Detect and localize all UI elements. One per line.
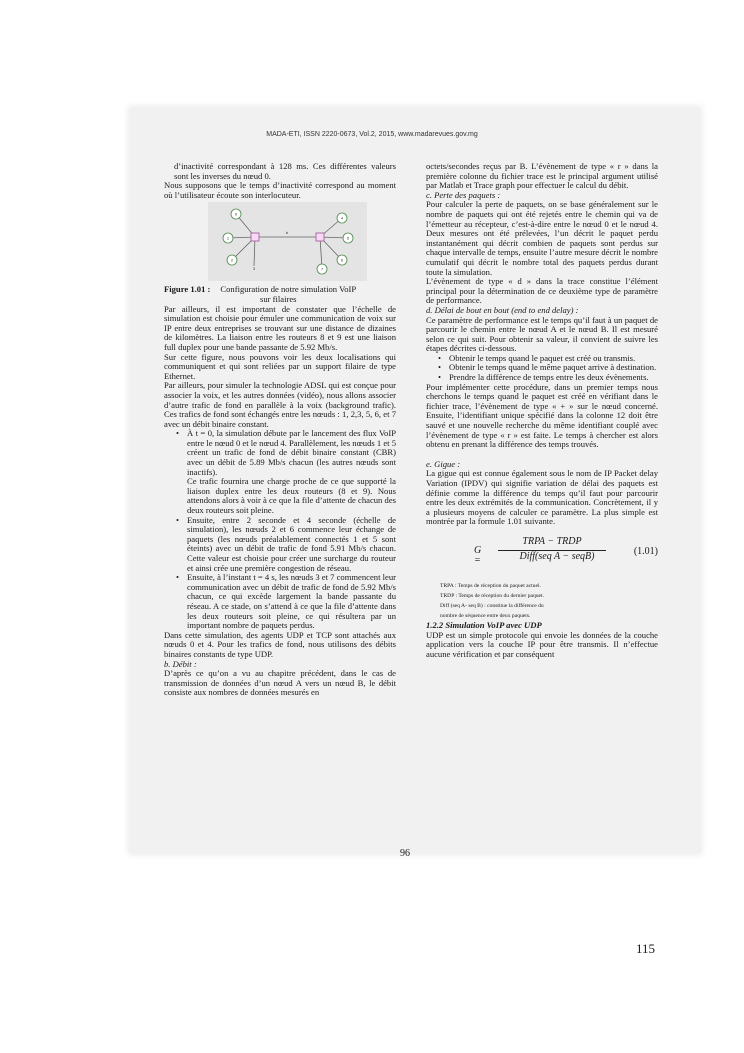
paragraph: Sur cette figure, nous pouvons voir les deux localisations qui communiquent et qui sont reliées par un support filaire de type Ethernet. (164, 351, 396, 381)
paragraph: d’inactivité correspondant à 128 ms. Ces différentes valeurs sont les inverses du nœud 0. (174, 161, 396, 181)
definition: nombre de séquence entre deux paquets. (440, 612, 531, 619)
list-item: • Obtenir le temps quand le même paquet arrive à destination. (438, 362, 657, 373)
equation-lhs: G = (474, 544, 482, 566)
router-node (316, 233, 324, 241)
subheading: e. Gigue : (426, 458, 461, 469)
paragraph: Dans cette simulation, des agents UDP et TCP sont attachés aux nœuds 0 et 4. Pour les trafics de fond, nous utilisons des débits binaires constants de type UDP. (164, 629, 396, 659)
subheading: d. Délai de bout en bout (end to end delay) : (426, 304, 579, 315)
inner-page-number: 96 (400, 848, 410, 859)
journal-header: MADA-ETI, ISSN 2220-0673, Vol.2, 2015, www.madarevues.gov.mg (266, 131, 478, 138)
equation (426, 531, 658, 581)
network-diagram (208, 202, 367, 281)
paragraph: Pour calculer la perte de paquets, on se base généralement sur le nombre de paquets qui ont été rejetés entre le chemin qui va de l’émetteur au récepteur, c’est-à-dire entre le nœud 0 et le nœud 4. Deux mesures ont été prélevées, l’un décrit le paquet perdu instantanément qui décrit combien de paquets sont perdus sur chaque intervalle de temps, ensuite l’autre mesure décrit le nombre cumulatif qui décrit le nombre total des paquets perdus durant toute la simulation. (426, 199, 658, 277)
paragraph: octets/secondes reçus par B. L’évènement de type « r » dans la première colonne du fichier trace est le principal argument utilisé par Matlab et Trace graph pour effectuer le calcul du débit. (426, 161, 658, 191)
left-column (164, 162, 396, 698)
caption-text: Configuration de notre simulation VoIP (220, 284, 357, 295)
node-label: 4 (340, 215, 344, 221)
definition: TRPA : Temps de réception du paquet actuel. (440, 582, 541, 589)
list-item: • Prendre la différence de temps entre les deux évènements. (438, 372, 649, 383)
page-number: 115 (636, 941, 656, 956)
node-label: 7 (320, 266, 324, 272)
node-label: 3 (252, 266, 256, 272)
paragraph: L’évènement de type « d » dans la trace constitue l’élément principal pour la détermination de ce deuxième type de paramètre de performance. (426, 276, 658, 306)
list-item: • À t = 0, la simulation débute par le lancement des flux VoIP entre le nœud 0 et le nœud 4. Parallèlement, les nœuds 1 et 5 créent un trafic de fond de débit binaire constant (CBR) avec un débit de 5.89 Mb/s chacun (les autres nœuds sont inactifs). (176, 428, 396, 477)
paragraph: Par ailleurs, pour simuler la technologie ADSL qui est conçue pour associer la voix, et les autres données (vidéo), nous allons associer d’autre trafic de fond en parallèle à la voix (background trafic). Ces trafics de fond sont échangés entre les nœuds : 1, 2,3, 5, 6, et 7 avec un débit binaire constant. (164, 380, 396, 429)
subheading: b. Débit : (164, 658, 197, 669)
definition: TRDP : Temps de réception du dernier paquet. (440, 592, 544, 599)
subheading: c. Perte des paquets : (426, 189, 501, 200)
link-label: b (285, 230, 289, 236)
paragraph: Par ailleurs, il est important de constater que l’échelle de simulation est choisie pour émuler une communication de voix sur IP entre deux entreprises se trouvant sur une distance de dizaines de kilomètres. La liaison entre les routeurs 8 et 9 est une liaison full duplex pour une bande passante de 5.92 Mb/s. (164, 303, 396, 352)
node-label: 1 (226, 235, 230, 241)
network-topology-figure (208, 202, 367, 281)
paragraph: La gigue qui est connue également sous le nom de IP Packet delay Variation (IPDV) qui signifie variation de délai des paquets est définie comme la différence du temps qu’il faut pour parcourir entre les deux extrémités de la communication. Concrètement, il y a plusieurs moyens de calculer ce paramètre. La plus simple est montrée par la formule 1.01 suivante. (426, 468, 658, 527)
list-item: • Obtenir le temps quand le paquet est créé ou transmis. (438, 352, 636, 363)
paragraph: D’après ce qu’on a vu au chapitre précédent, dans le cas de transmission de données d’un nœud A vers un nœud B, le débit consiste aux nombres de données mesurés en (164, 668, 396, 698)
list-item: • Ensuite, à l’instant t = 4 s, les nœuds 3 et 7 commencent leur communication avec un débit de trafic de fond de 5.92 Mb/s chacun, ce qui excède largement la bande passante du réseau. A ce stade, on s’attend à ce que la file d’attente dans les deux routeurs soit pleine, ce qui résultera par un important nombre de paquets perdus. (176, 572, 396, 631)
equation-number: (1.01) (633, 545, 658, 557)
caption-label: Figure 1.01 : (164, 284, 211, 295)
router-node (251, 233, 259, 241)
list-item: • Ensuite, entre 2 seconde et 4 seconde (échelle de simulation), les nœuds 2 et 6 commence leur échange de paquets (les nœuds préalablement connectés 1 et 5 sont éteints) avec un débit de trafic de fond 5.91 Mb/s chacun. Cette valeur est choisie pour créer une surcharge du routeur et ainsi crée une première congestion de réseau. (176, 514, 396, 573)
node-label: 0 (234, 211, 238, 217)
paragraph: Ce paramètre de performance est le temps qu’il faut à un paquet de parcourir le chemin entre le nœud A et le nœud B. Il est mesuré selon ce qui suit. Pour obtenir sa valeur, il convient de suivre les étapes décrites ci-dessous. (426, 314, 658, 354)
node-label: 5 (346, 235, 350, 241)
paragraph: UDP est un simple protocole qui envoie les données de la couche application vers la couche IP pour être transmis. Il n’effectue aucune vérification et par conséquent (426, 629, 658, 659)
paragraph: Nous supposons que le temps d’inactivité correspond au moment où l’utilisateur écoute son interlocuteur. (164, 180, 396, 200)
definition: Diff (seq A- seq B) : constitue la différence du (440, 602, 544, 609)
section-title: 1.2.2 Simulation VoIP avec UDP (426, 619, 542, 630)
node-label: 6 (340, 257, 344, 263)
equation-denominator: Diff(seq A − seqB) (519, 550, 595, 562)
node-label: 2 (230, 257, 234, 263)
caption-text-cont: sur filaires (260, 293, 297, 304)
list-item-cont: Ce trafic fournira une charge proche de ce que supporté la liaison duplex entre les deux routeurs (8 et 9). Nous attendons alors à voir à ce que la file d’attente de chacun des deux routeurs soit pleine. (187, 476, 396, 516)
equation-numerator: TRPA − TRDP (522, 535, 582, 547)
right-column (426, 162, 658, 659)
paragraph: Pour implémenter cette procédure, dans un premier temps nous cherchons le temps quand le paquet est créé en vérifiant dans le fichier trace, l’évènement de type « + » sur le nœud concerné. Ensuite, l’identifiant unique spécifié dans la colonne 12 doit être sauvé et une nouvelle recherche du même identifiant couplé avec l’évènement de type « r » est faite. Le temps à chercher est alors obtenu en prenant la différence des temps trouvés. (426, 381, 658, 450)
